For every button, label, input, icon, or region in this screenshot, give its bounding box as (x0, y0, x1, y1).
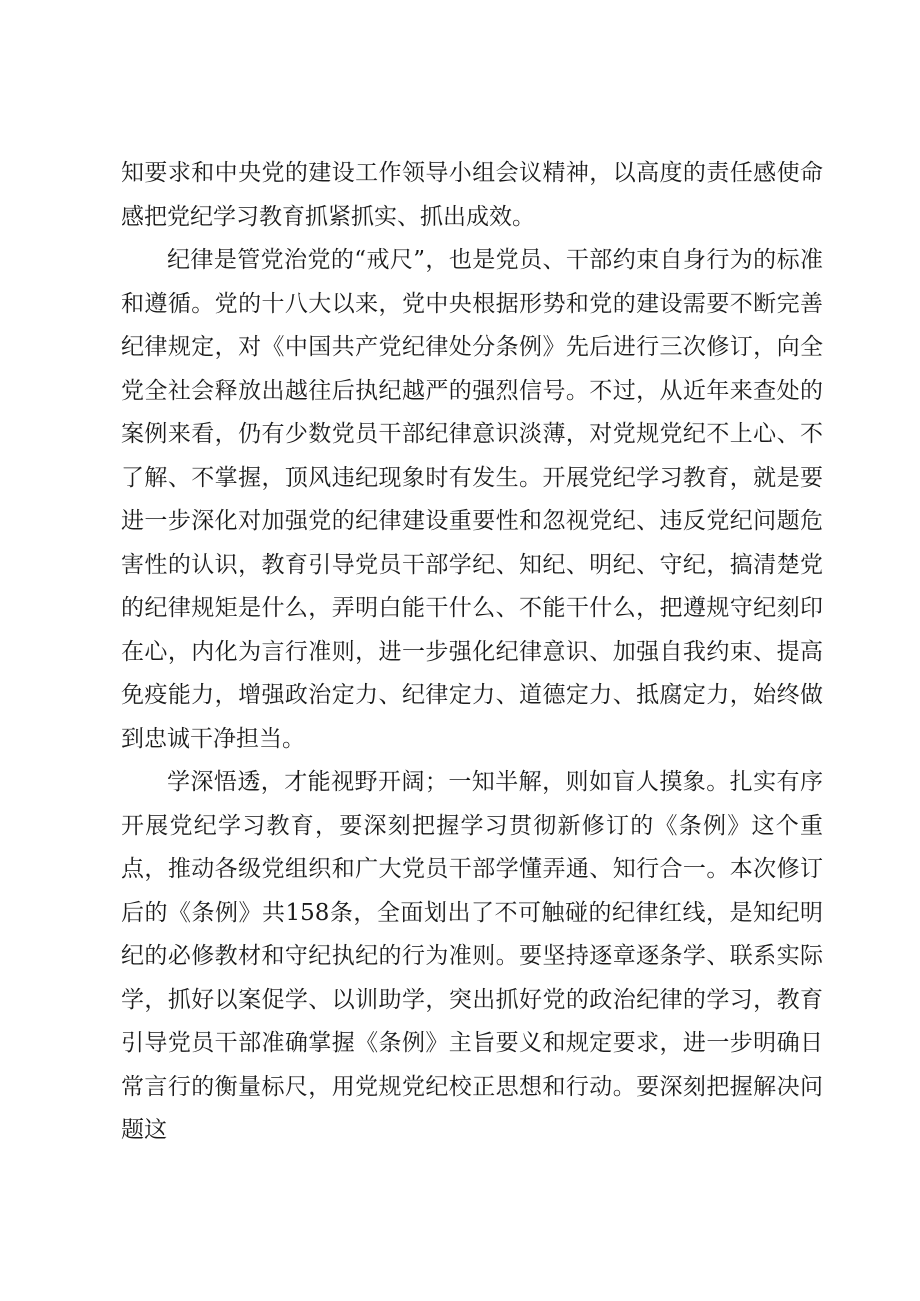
paragraph-discipline: 纪律是管党治党的“戒尺”，也是党员、干部约束自身行为的标准和遵循。党的十八大以来，党中央根据形势和党的建设需要不断完善纪律规定，对《中国共产党纪律处分条例》先后进行三次修订，向全党全社会释放出越往后执纪越严的强烈信号。不过，从近年来查处的案例来看，仍有少数党员干部纪律意识淡薄，对党规党纪不上心、不了解、不掌握，顶风违纪现象时有发生。开展党纪学习教育，就是要进一步深化对加强党的纪律建设重要性和忽视党纪、违反党纪问题危害性的认识，教育引导党员干部学纪、知纪、明纪、守纪，搞清楚党的纪律规矩是什么，弄明白能干什么、不能干什么，把遵规守纪刻印在心，内化为言行准则，进一步强化纪律意识、加强自我约束、提高免疫能力，增强政治定力、纪律定力、道德定力、抵腐定力，始终做到忠诚干净担当。 (121, 247, 823, 752)
document-body (121, 152, 823, 1153)
paragraph-continued: 知要求和中央党的建设工作领导小组会议精神，以高度的责任感使命感把党纪学习教育抓紧抓实、抓出成效。 (121, 160, 823, 230)
paragraph-study: 学深悟透，才能视野开阔；一知半解，则如盲人摸象。扎实有序开展党纪学习教育，要深刻把握学习贯彻新修订的《条例》这个重点，推动各级党组织和广大党员干部学懂弄通、知行合一。本次修订后的《条例》共158条，全面划出了不可触碰的纪律红线，是知纪明纪的必修教材和守纪执纪的行为准则。要坚持逐章逐条学、联系实际学，抓好以案促学、以训助学，突出抓好党的政治纪律的学习，教育引导党员干部准确掌握《条例》主旨要义和规定要求，进一步明确日常言行的衡量标尺，用党规党纪校正思想和行动。要深刻把握解决问题这 (121, 769, 823, 1143)
